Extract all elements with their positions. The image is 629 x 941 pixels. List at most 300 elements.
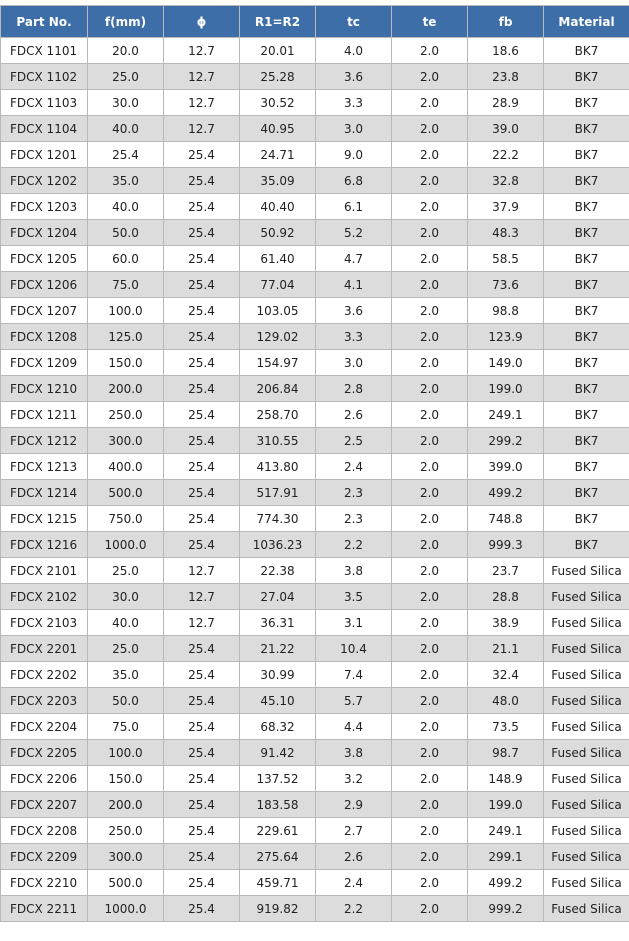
radius-cell: 154.97 (240, 350, 316, 376)
material-cell: BK7 (544, 64, 629, 90)
center-thickness-cell: 2.4 (316, 870, 392, 896)
back-focal-length-cell: 23.7 (468, 558, 544, 584)
focal-length-cell: 500.0 (88, 870, 164, 896)
back-focal-length-cell: 499.2 (468, 480, 544, 506)
diameter-cell: 12.7 (164, 584, 240, 610)
focal-length-cell: 150.0 (88, 350, 164, 376)
focal-length-cell: 50.0 (88, 688, 164, 714)
header-part-no: Part No. (1, 6, 88, 38)
table-row (1, 298, 629, 324)
edge-thickness-cell: 2.0 (392, 142, 468, 168)
diameter-cell: 25.4 (164, 324, 240, 350)
back-focal-length-cell: 299.2 (468, 428, 544, 454)
diameter-cell: 25.4 (164, 402, 240, 428)
diameter-cell: 25.4 (164, 844, 240, 870)
center-thickness-cell: 4.4 (316, 714, 392, 740)
center-thickness-cell: 2.7 (316, 818, 392, 844)
table-row (1, 818, 629, 844)
edge-thickness-cell: 2.0 (392, 480, 468, 506)
radius-cell: 77.04 (240, 272, 316, 298)
radius-cell: 1036.23 (240, 532, 316, 558)
material-cell: BK7 (544, 272, 629, 298)
back-focal-length-cell: 999.2 (468, 896, 544, 922)
back-focal-length-cell: 399.0 (468, 454, 544, 480)
table-row (1, 714, 629, 740)
back-focal-length-cell: 32.8 (468, 168, 544, 194)
edge-thickness-cell: 2.0 (392, 714, 468, 740)
header-back-focal-length: fb (468, 6, 544, 38)
table-row (1, 766, 629, 792)
header-edge-thickness: te (392, 6, 468, 38)
focal-length-cell: 25.0 (88, 558, 164, 584)
center-thickness-cell: 2.5 (316, 428, 392, 454)
diameter-cell: 25.4 (164, 870, 240, 896)
material-cell: Fused Silica (544, 740, 629, 766)
material-cell: BK7 (544, 194, 629, 220)
back-focal-length-cell: 199.0 (468, 792, 544, 818)
back-focal-length-cell: 48.3 (468, 220, 544, 246)
material-cell: Fused Silica (544, 610, 629, 636)
back-focal-length-cell: 748.8 (468, 506, 544, 532)
table-row (1, 194, 629, 220)
radius-cell: 24.71 (240, 142, 316, 168)
part-no-cell: FDCX 1205 (1, 246, 88, 272)
material-cell: BK7 (544, 376, 629, 402)
back-focal-length-cell: 123.9 (468, 324, 544, 350)
edge-thickness-cell: 2.0 (392, 636, 468, 662)
material-cell: Fused Silica (544, 714, 629, 740)
focal-length-cell: 35.0 (88, 168, 164, 194)
radius-cell: 91.42 (240, 740, 316, 766)
part-no-cell: FDCX 2203 (1, 688, 88, 714)
center-thickness-cell: 3.0 (316, 116, 392, 142)
radius-cell: 275.64 (240, 844, 316, 870)
center-thickness-cell: 3.5 (316, 584, 392, 610)
center-thickness-cell: 6.1 (316, 194, 392, 220)
edge-thickness-cell: 2.0 (392, 272, 468, 298)
material-cell: BK7 (544, 220, 629, 246)
table-row (1, 506, 629, 532)
edge-thickness-cell: 2.0 (392, 64, 468, 90)
center-thickness-cell: 2.3 (316, 480, 392, 506)
focal-length-cell: 750.0 (88, 506, 164, 532)
diameter-cell: 25.4 (164, 792, 240, 818)
header-radius: R1=R2 (240, 6, 316, 38)
diameter-cell: 12.7 (164, 90, 240, 116)
center-thickness-cell: 7.4 (316, 662, 392, 688)
part-no-cell: FDCX 1211 (1, 402, 88, 428)
back-focal-length-cell: 199.0 (468, 376, 544, 402)
material-cell: BK7 (544, 506, 629, 532)
diameter-cell: 12.7 (164, 64, 240, 90)
part-no-cell: FDCX 2102 (1, 584, 88, 610)
center-thickness-cell: 2.3 (316, 506, 392, 532)
part-no-cell: FDCX 1204 (1, 220, 88, 246)
part-no-cell: FDCX 1104 (1, 116, 88, 142)
focal-length-cell: 25.0 (88, 636, 164, 662)
center-thickness-cell: 2.8 (316, 376, 392, 402)
center-thickness-cell: 2.4 (316, 454, 392, 480)
back-focal-length-cell: 73.5 (468, 714, 544, 740)
back-focal-length-cell: 37.9 (468, 194, 544, 220)
material-cell: BK7 (544, 38, 629, 64)
center-thickness-cell: 2.2 (316, 532, 392, 558)
part-no-cell: FDCX 2209 (1, 844, 88, 870)
material-cell: Fused Silica (544, 688, 629, 714)
diameter-cell: 25.4 (164, 818, 240, 844)
center-thickness-cell: 6.8 (316, 168, 392, 194)
table-row (1, 350, 629, 376)
edge-thickness-cell: 2.0 (392, 688, 468, 714)
focal-length-cell: 100.0 (88, 740, 164, 766)
part-no-cell: FDCX 1102 (1, 64, 88, 90)
focal-length-cell: 75.0 (88, 272, 164, 298)
diameter-cell: 25.4 (164, 428, 240, 454)
edge-thickness-cell: 2.0 (392, 792, 468, 818)
diameter-cell: 25.4 (164, 766, 240, 792)
table-row (1, 142, 629, 168)
back-focal-length-cell: 28.8 (468, 584, 544, 610)
edge-thickness-cell: 2.0 (392, 584, 468, 610)
material-cell: BK7 (544, 246, 629, 272)
part-no-cell: FDCX 1103 (1, 90, 88, 116)
radius-cell: 35.09 (240, 168, 316, 194)
part-no-cell: FDCX 1210 (1, 376, 88, 402)
back-focal-length-cell: 73.6 (468, 272, 544, 298)
part-no-cell: FDCX 2103 (1, 610, 88, 636)
focal-length-cell: 250.0 (88, 402, 164, 428)
back-focal-length-cell: 28.9 (468, 90, 544, 116)
radius-cell: 258.70 (240, 402, 316, 428)
part-no-cell: FDCX 1203 (1, 194, 88, 220)
focal-length-cell: 1000.0 (88, 532, 164, 558)
diameter-cell: 25.4 (164, 272, 240, 298)
edge-thickness-cell: 2.0 (392, 844, 468, 870)
header-diameter: ϕ (164, 6, 240, 38)
radius-cell: 129.02 (240, 324, 316, 350)
diameter-cell: 12.7 (164, 610, 240, 636)
center-thickness-cell: 4.0 (316, 38, 392, 64)
radius-cell: 68.32 (240, 714, 316, 740)
back-focal-length-cell: 98.8 (468, 298, 544, 324)
edge-thickness-cell: 2.0 (392, 168, 468, 194)
edge-thickness-cell: 2.0 (392, 220, 468, 246)
diameter-cell: 25.4 (164, 376, 240, 402)
radius-cell: 137.52 (240, 766, 316, 792)
table-row (1, 610, 629, 636)
part-no-cell: FDCX 1101 (1, 38, 88, 64)
center-thickness-cell: 3.8 (316, 740, 392, 766)
material-cell: Fused Silica (544, 662, 629, 688)
focal-length-cell: 60.0 (88, 246, 164, 272)
center-thickness-cell: 3.1 (316, 610, 392, 636)
table-row (1, 584, 629, 610)
focal-length-cell: 300.0 (88, 844, 164, 870)
diameter-cell: 25.4 (164, 532, 240, 558)
table-row (1, 90, 629, 116)
diameter-cell: 25.4 (164, 350, 240, 376)
focal-length-cell: 75.0 (88, 714, 164, 740)
material-cell: Fused Silica (544, 558, 629, 584)
radius-cell: 21.22 (240, 636, 316, 662)
radius-cell: 40.40 (240, 194, 316, 220)
radius-cell: 25.28 (240, 64, 316, 90)
material-cell: BK7 (544, 480, 629, 506)
material-cell: BK7 (544, 298, 629, 324)
focal-length-cell: 20.0 (88, 38, 164, 64)
focal-length-cell: 25.0 (88, 64, 164, 90)
part-no-cell: FDCX 1201 (1, 142, 88, 168)
back-focal-length-cell: 48.0 (468, 688, 544, 714)
diameter-cell: 25.4 (164, 194, 240, 220)
focal-length-cell: 500.0 (88, 480, 164, 506)
radius-cell: 50.92 (240, 220, 316, 246)
edge-thickness-cell: 2.0 (392, 532, 468, 558)
radius-cell: 229.61 (240, 818, 316, 844)
part-no-cell: FDCX 1216 (1, 532, 88, 558)
focal-length-cell: 300.0 (88, 428, 164, 454)
focal-length-cell: 400.0 (88, 454, 164, 480)
radius-cell: 36.31 (240, 610, 316, 636)
radius-cell: 30.99 (240, 662, 316, 688)
focal-length-cell: 40.0 (88, 116, 164, 142)
part-no-cell: FDCX 1212 (1, 428, 88, 454)
material-cell: Fused Silica (544, 896, 629, 922)
radius-cell: 183.58 (240, 792, 316, 818)
lens-spec-table (0, 5, 629, 922)
part-no-cell: FDCX 1206 (1, 272, 88, 298)
diameter-cell: 25.4 (164, 246, 240, 272)
table-row (1, 168, 629, 194)
edge-thickness-cell: 2.0 (392, 662, 468, 688)
part-no-cell: FDCX 1208 (1, 324, 88, 350)
back-focal-length-cell: 299.1 (468, 844, 544, 870)
diameter-cell: 12.7 (164, 38, 240, 64)
edge-thickness-cell: 2.0 (392, 610, 468, 636)
diameter-cell: 25.4 (164, 636, 240, 662)
table-row (1, 116, 629, 142)
focal-length-cell: 50.0 (88, 220, 164, 246)
header-center-thickness: tc (316, 6, 392, 38)
radius-cell: 20.01 (240, 38, 316, 64)
center-thickness-cell: 2.6 (316, 402, 392, 428)
material-cell: Fused Silica (544, 766, 629, 792)
focal-length-cell: 25.4 (88, 142, 164, 168)
focal-length-cell: 125.0 (88, 324, 164, 350)
diameter-cell: 12.7 (164, 116, 240, 142)
material-cell: Fused Silica (544, 818, 629, 844)
part-no-cell: FDCX 2211 (1, 896, 88, 922)
center-thickness-cell: 5.2 (316, 220, 392, 246)
center-thickness-cell: 2.2 (316, 896, 392, 922)
radius-cell: 61.40 (240, 246, 316, 272)
edge-thickness-cell: 2.0 (392, 558, 468, 584)
material-cell: BK7 (544, 116, 629, 142)
radius-cell: 30.52 (240, 90, 316, 116)
part-no-cell: FDCX 2206 (1, 766, 88, 792)
edge-thickness-cell: 2.0 (392, 896, 468, 922)
center-thickness-cell: 4.7 (316, 246, 392, 272)
back-focal-length-cell: 98.7 (468, 740, 544, 766)
edge-thickness-cell: 2.0 (392, 740, 468, 766)
center-thickness-cell: 9.0 (316, 142, 392, 168)
table-row (1, 870, 629, 896)
radius-cell: 919.82 (240, 896, 316, 922)
center-thickness-cell: 3.3 (316, 90, 392, 116)
edge-thickness-cell: 2.0 (392, 194, 468, 220)
material-cell: BK7 (544, 454, 629, 480)
table-row (1, 896, 629, 922)
edge-thickness-cell: 2.0 (392, 870, 468, 896)
table-body (1, 38, 629, 922)
radius-cell: 774.30 (240, 506, 316, 532)
diameter-cell: 25.4 (164, 454, 240, 480)
center-thickness-cell: 3.3 (316, 324, 392, 350)
diameter-cell: 25.4 (164, 714, 240, 740)
material-cell: Fused Silica (544, 844, 629, 870)
diameter-cell: 25.4 (164, 220, 240, 246)
table-row (1, 636, 629, 662)
diameter-cell: 12.7 (164, 558, 240, 584)
part-no-cell: FDCX 2101 (1, 558, 88, 584)
edge-thickness-cell: 2.0 (392, 454, 468, 480)
back-focal-length-cell: 58.5 (468, 246, 544, 272)
center-thickness-cell: 3.6 (316, 64, 392, 90)
table-row (1, 324, 629, 350)
table-row (1, 376, 629, 402)
back-focal-length-cell: 22.2 (468, 142, 544, 168)
part-no-cell: FDCX 1207 (1, 298, 88, 324)
table-row (1, 480, 629, 506)
back-focal-length-cell: 23.8 (468, 64, 544, 90)
table-row (1, 662, 629, 688)
part-no-cell: FDCX 1214 (1, 480, 88, 506)
edge-thickness-cell: 2.0 (392, 428, 468, 454)
diameter-cell: 25.4 (164, 506, 240, 532)
table-row (1, 402, 629, 428)
edge-thickness-cell: 2.0 (392, 298, 468, 324)
part-no-cell: FDCX 2205 (1, 740, 88, 766)
header-material: Material (544, 6, 629, 38)
center-thickness-cell: 5.7 (316, 688, 392, 714)
table-row (1, 428, 629, 454)
center-thickness-cell: 2.6 (316, 844, 392, 870)
part-no-cell: FDCX 2207 (1, 792, 88, 818)
radius-cell: 310.55 (240, 428, 316, 454)
radius-cell: 40.95 (240, 116, 316, 142)
material-cell: Fused Silica (544, 584, 629, 610)
radius-cell: 103.05 (240, 298, 316, 324)
edge-thickness-cell: 2.0 (392, 376, 468, 402)
material-cell: Fused Silica (544, 792, 629, 818)
edge-thickness-cell: 2.0 (392, 246, 468, 272)
radius-cell: 206.84 (240, 376, 316, 402)
table-row (1, 740, 629, 766)
material-cell: BK7 (544, 350, 629, 376)
part-no-cell: FDCX 2208 (1, 818, 88, 844)
table-row (1, 64, 629, 90)
center-thickness-cell: 3.6 (316, 298, 392, 324)
diameter-cell: 25.4 (164, 168, 240, 194)
material-cell: Fused Silica (544, 636, 629, 662)
focal-length-cell: 150.0 (88, 766, 164, 792)
focal-length-cell: 250.0 (88, 818, 164, 844)
center-thickness-cell: 3.8 (316, 558, 392, 584)
edge-thickness-cell: 2.0 (392, 90, 468, 116)
material-cell: BK7 (544, 324, 629, 350)
part-no-cell: FDCX 1202 (1, 168, 88, 194)
back-focal-length-cell: 38.9 (468, 610, 544, 636)
back-focal-length-cell: 999.3 (468, 532, 544, 558)
focal-length-cell: 1000.0 (88, 896, 164, 922)
diameter-cell: 25.4 (164, 480, 240, 506)
header-focal-length: f(mm) (88, 6, 164, 38)
focal-length-cell: 40.0 (88, 194, 164, 220)
material-cell: BK7 (544, 428, 629, 454)
diameter-cell: 25.4 (164, 688, 240, 714)
part-no-cell: FDCX 2202 (1, 662, 88, 688)
radius-cell: 413.80 (240, 454, 316, 480)
back-focal-length-cell: 39.0 (468, 116, 544, 142)
diameter-cell: 25.4 (164, 298, 240, 324)
center-thickness-cell: 3.2 (316, 766, 392, 792)
radius-cell: 45.10 (240, 688, 316, 714)
part-no-cell: FDCX 1215 (1, 506, 88, 532)
table-row (1, 220, 629, 246)
material-cell: BK7 (544, 90, 629, 116)
focal-length-cell: 200.0 (88, 792, 164, 818)
edge-thickness-cell: 2.0 (392, 38, 468, 64)
back-focal-length-cell: 32.4 (468, 662, 544, 688)
radius-cell: 459.71 (240, 870, 316, 896)
table-row (1, 38, 629, 64)
part-no-cell: FDCX 2201 (1, 636, 88, 662)
back-focal-length-cell: 148.9 (468, 766, 544, 792)
center-thickness-cell: 2.9 (316, 792, 392, 818)
table-row (1, 454, 629, 480)
diameter-cell: 25.4 (164, 740, 240, 766)
diameter-cell: 25.4 (164, 662, 240, 688)
focal-length-cell: 100.0 (88, 298, 164, 324)
material-cell: BK7 (544, 168, 629, 194)
table-row (1, 688, 629, 714)
radius-cell: 27.04 (240, 584, 316, 610)
material-cell: BK7 (544, 142, 629, 168)
part-no-cell: FDCX 1213 (1, 454, 88, 480)
material-cell: Fused Silica (544, 870, 629, 896)
back-focal-length-cell: 18.6 (468, 38, 544, 64)
center-thickness-cell: 10.4 (316, 636, 392, 662)
edge-thickness-cell: 2.0 (392, 350, 468, 376)
table-row (1, 558, 629, 584)
back-focal-length-cell: 249.1 (468, 818, 544, 844)
focal-length-cell: 30.0 (88, 584, 164, 610)
focal-length-cell: 200.0 (88, 376, 164, 402)
center-thickness-cell: 3.0 (316, 350, 392, 376)
diameter-cell: 25.4 (164, 896, 240, 922)
table-row (1, 792, 629, 818)
part-no-cell: FDCX 1209 (1, 350, 88, 376)
edge-thickness-cell: 2.0 (392, 766, 468, 792)
back-focal-length-cell: 499.2 (468, 870, 544, 896)
focal-length-cell: 35.0 (88, 662, 164, 688)
focal-length-cell: 30.0 (88, 90, 164, 116)
part-no-cell: FDCX 2204 (1, 714, 88, 740)
header-row (1, 6, 629, 38)
table-row (1, 272, 629, 298)
table-row (1, 246, 629, 272)
table-header (1, 6, 629, 38)
